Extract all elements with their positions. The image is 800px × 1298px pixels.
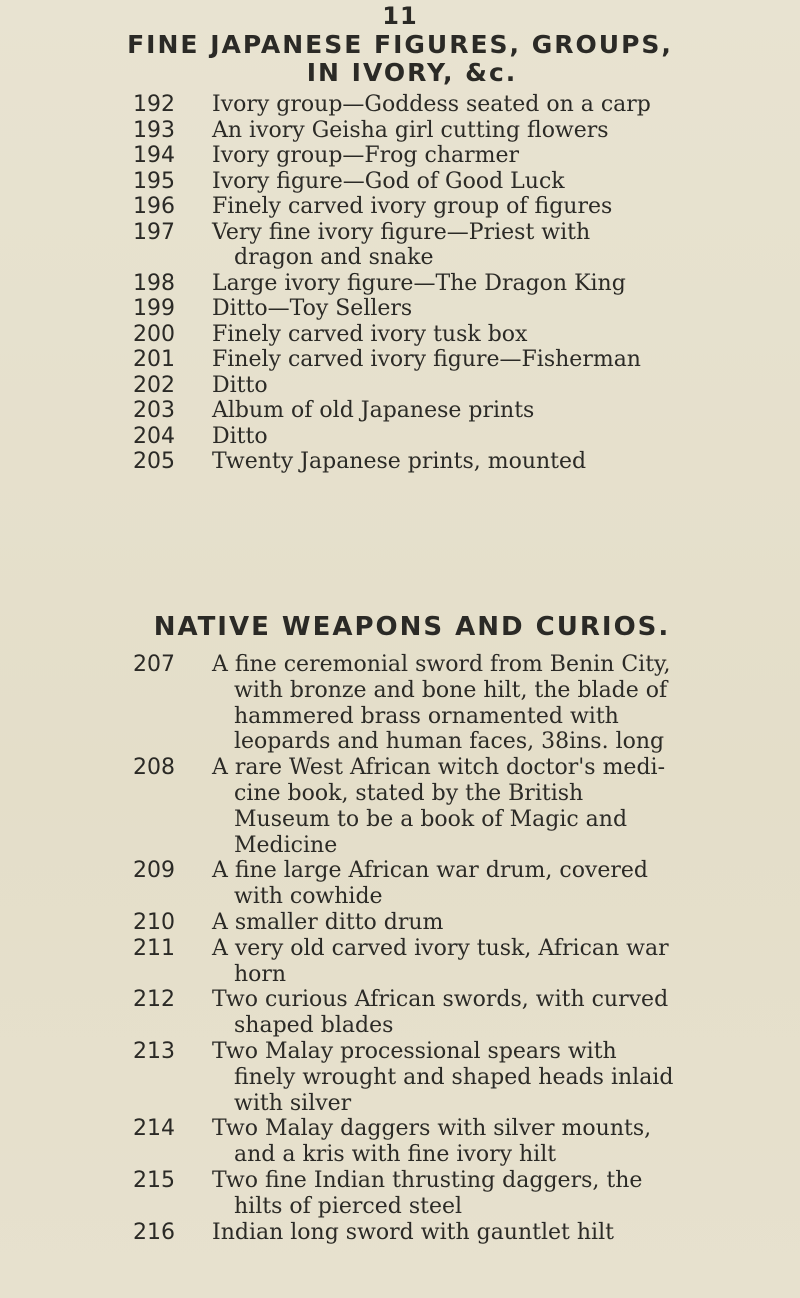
lot-number: 198 <box>133 270 175 296</box>
lot-number: 208 <box>133 755 175 781</box>
lot-description: Two Malay daggers with silver mounts, and a kris with fine ivory hilt <box>212 1116 652 1168</box>
lot-number: 214 <box>133 1116 175 1142</box>
lot-description: Very fine ivory figure—Priest with dragon and snake <box>212 219 591 270</box>
lot-number: 209 <box>133 858 175 884</box>
lot-description: Two Malay processional spears with finely wrought and shaped heads inlaid with silver <box>212 1038 674 1116</box>
lot-description: Ivory figure—God of Good Luck <box>212 168 565 194</box>
lot-description: A very old carved ivory tusk, African war horn <box>212 935 669 987</box>
lot-entry <box>0 910 800 936</box>
lot-number: 212 <box>133 987 175 1013</box>
lot-description: Finely carved ivory figure—Fisherman <box>212 347 641 372</box>
lot-entry <box>0 296 800 322</box>
lot-number: 207 <box>133 652 175 677</box>
lot-entry <box>0 987 800 1039</box>
lot-number: 193 <box>133 117 175 143</box>
lot-description: Ivory group—Frog charmer <box>212 143 520 168</box>
lot-description: Album of old Japanese prints <box>212 398 535 423</box>
native-weapons-list <box>0 652 800 1245</box>
lot-number: 196 <box>133 194 175 219</box>
lot-number: 192 <box>133 92 175 117</box>
lot-entry <box>0 1220 800 1246</box>
section-title-native-weapons: NATIVE WEAPONS AND CURIOS. <box>153 612 671 642</box>
lot-entry <box>0 1039 800 1116</box>
lot-number: 205 <box>133 449 175 474</box>
lot-description: Twenty Japanese prints, mounted <box>212 449 587 474</box>
section-title-japanese-line1: FINE JAPANESE FIGURES, GROUPS, <box>127 30 673 59</box>
lot-entry <box>0 858 800 910</box>
lot-number: 216 <box>133 1219 175 1245</box>
lot-description: Two fine Indian thrusting daggers, the hilts of pierced steel <box>212 1167 643 1219</box>
lot-description: Finely carved ivory tusk box <box>212 321 528 347</box>
lot-number: 197 <box>133 219 175 245</box>
lot-entry <box>0 398 800 424</box>
lot-entry <box>0 755 800 858</box>
lot-description: Ditto <box>212 423 268 449</box>
lot-entry <box>0 936 800 988</box>
lot-description: An ivory Geisha girl cutting flowers <box>212 117 609 143</box>
lot-entry <box>0 92 800 118</box>
lot-number: 200 <box>133 321 175 347</box>
lot-description: Ditto <box>212 372 268 398</box>
lot-description: Two curious African swords, with curved shaped blades <box>212 987 669 1039</box>
lot-description: A rare West African witch doctor's medi-cine book, stated by the British Museum to be a book of Magic and Medicine <box>212 755 666 858</box>
lot-entry <box>0 322 800 348</box>
lot-number: 203 <box>133 398 175 423</box>
lot-description: A fine large African war drum, covered with cowhide <box>212 858 649 910</box>
lot-entry <box>0 1116 800 1168</box>
lot-description: Finely carved ivory group of figures <box>212 194 613 219</box>
lot-number: 211 <box>133 935 175 961</box>
lot-number: 194 <box>133 143 175 168</box>
lot-description: Indian long sword with gauntlet hilt <box>212 1219 614 1245</box>
lot-entry <box>0 347 800 373</box>
lot-entry <box>0 1168 800 1220</box>
lot-entry <box>0 220 800 271</box>
lot-entry <box>0 169 800 195</box>
lot-entry <box>0 373 800 399</box>
lot-entry <box>0 652 800 755</box>
lot-number: 204 <box>133 423 175 449</box>
lot-description: Large ivory figure—The Dragon King <box>212 270 626 296</box>
lot-description: Ivory group—Goddess seated on a carp <box>212 92 651 117</box>
lot-number: 201 <box>133 347 175 372</box>
lot-number: 215 <box>133 1167 175 1193</box>
section-title-japanese-line2: IN IVORY, &c. <box>306 58 518 87</box>
lot-number: 202 <box>133 372 175 398</box>
lot-entry <box>0 143 800 169</box>
lot-number: 195 <box>133 168 175 194</box>
japanese-figures-list <box>0 92 800 475</box>
lot-entry <box>0 118 800 144</box>
lot-entry <box>0 424 800 450</box>
lot-entry <box>0 449 800 475</box>
lot-description: Ditto—Toy Sellers <box>212 296 413 321</box>
lot-number: 199 <box>133 296 175 321</box>
page-number: 11 <box>382 2 418 30</box>
lot-number: 210 <box>133 909 175 935</box>
lot-entry <box>0 271 800 297</box>
lot-description: A fine ceremonial sword from Benin City, with bronze and bone hilt, the blade of hammered brass ornamented with leopards and human faces, 38ins. long <box>212 652 671 755</box>
lot-description: A smaller ditto drum <box>212 909 444 935</box>
lot-entry <box>0 194 800 220</box>
lot-number: 213 <box>133 1038 175 1064</box>
